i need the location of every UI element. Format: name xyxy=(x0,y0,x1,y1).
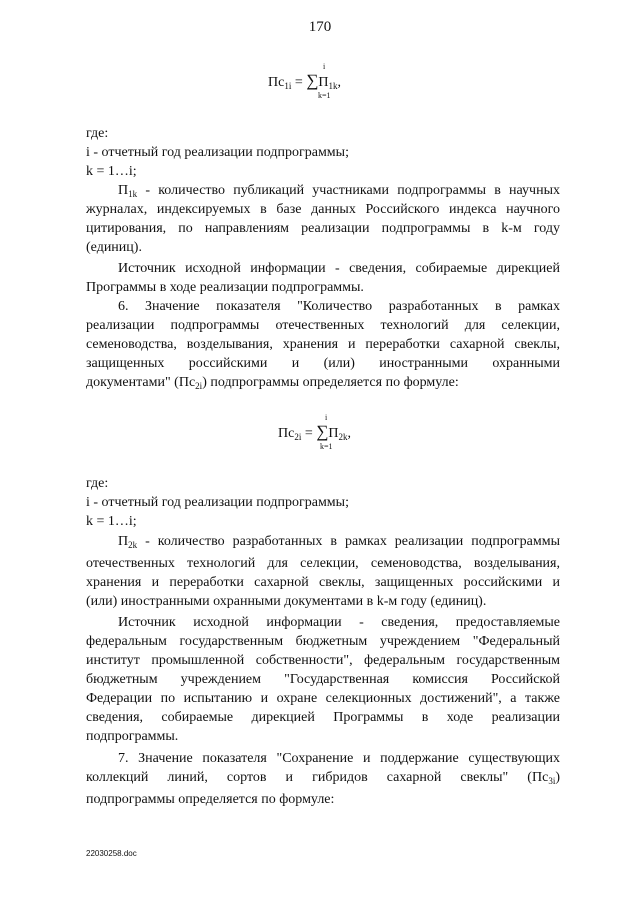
def-i-1: i - отчетный год реализации подпрограммы; xyxy=(86,145,349,160)
item-6-paragraph: 6. Значение показателя "Количество разработанных в рамках реализации подпрограммы отечественных технологий для селекции, семеноводства, возделывания, хранения и переработки сахарной свеклы, защищенных российскими и (или) иностранными охранными документами" $(Пс_{2i})$ подпрограммы определяется по формуле: xyxy=(86,299,560,391)
item-7-paragraph: 7. Значение показателя "Сохранение и поддержание существующих коллекций линий, сортов и гибридов сахарной свеклы" $(Пс_{3i})$ подпрограммы определяется по формуле: xyxy=(86,751,560,807)
def-k-1: k = 1…i; xyxy=(86,164,137,179)
sum-symbol: ∑ xyxy=(306,71,319,90)
footer-filename: 22030258.doc xyxy=(86,849,137,858)
sum-symbol: ∑ xyxy=(316,422,329,441)
definition-p1k: $П_{1k}$ - количество публикаций участниками подпрограммы в научных журналах, индексируемых в базе данных Российского индекса научного цитирования, по направлениям реализации подпрограммы в k-м году (единиц). xyxy=(86,183,560,255)
source-paragraph-1: Источник исходной информации - сведения, собираемые дирекцией Программы в ходе реализации подпрограммы. xyxy=(86,261,560,295)
formula-2-line: $Пс_{2i} = \sum П_{2k}$, xyxy=(278,422,351,442)
definition-p2k: $П_{2k}$ - количество разработанных в рамках реализации подпрограммы отечественных технологий для селекции, семеноводства, возделывания, хранения и переработки сахарной свеклы, защищенных российскими и (или) иностранными охранными документами в k-м году (единиц). xyxy=(86,534,560,609)
where-label-1: где: xyxy=(86,126,109,141)
page-number: 170 xyxy=(308,19,332,35)
sum-upper-limit: i xyxy=(325,413,328,422)
formula-1-line: $Пс_{1i} = \sum П_{1k}$, xyxy=(268,71,341,91)
sum-lower-limit: k=1 xyxy=(320,442,333,451)
def-i-2: i - отчетный год реализации подпрограммы; xyxy=(86,495,349,510)
where-label-2: где: xyxy=(86,476,109,491)
source-paragraph-2: Источник исходной информации - сведения, предоставляемые федеральным государственным бюджетным учреждением "Федеральный институт промышленной собственности", федеральным государственным бюджетным учреждением "Государственная комиссия Российской Федерации по испытанию и охране селекционных достижений", а также сведения, собираемые дирекцией Программы в ходе реализации подпрограммы. xyxy=(86,615,560,744)
sum-lower-limit: k=1 xyxy=(318,91,331,100)
formula-1 xyxy=(268,62,378,102)
formula-2 xyxy=(278,413,388,453)
def-k-2: k = 1…i; xyxy=(86,514,137,529)
sum-upper-limit: i xyxy=(323,62,326,71)
